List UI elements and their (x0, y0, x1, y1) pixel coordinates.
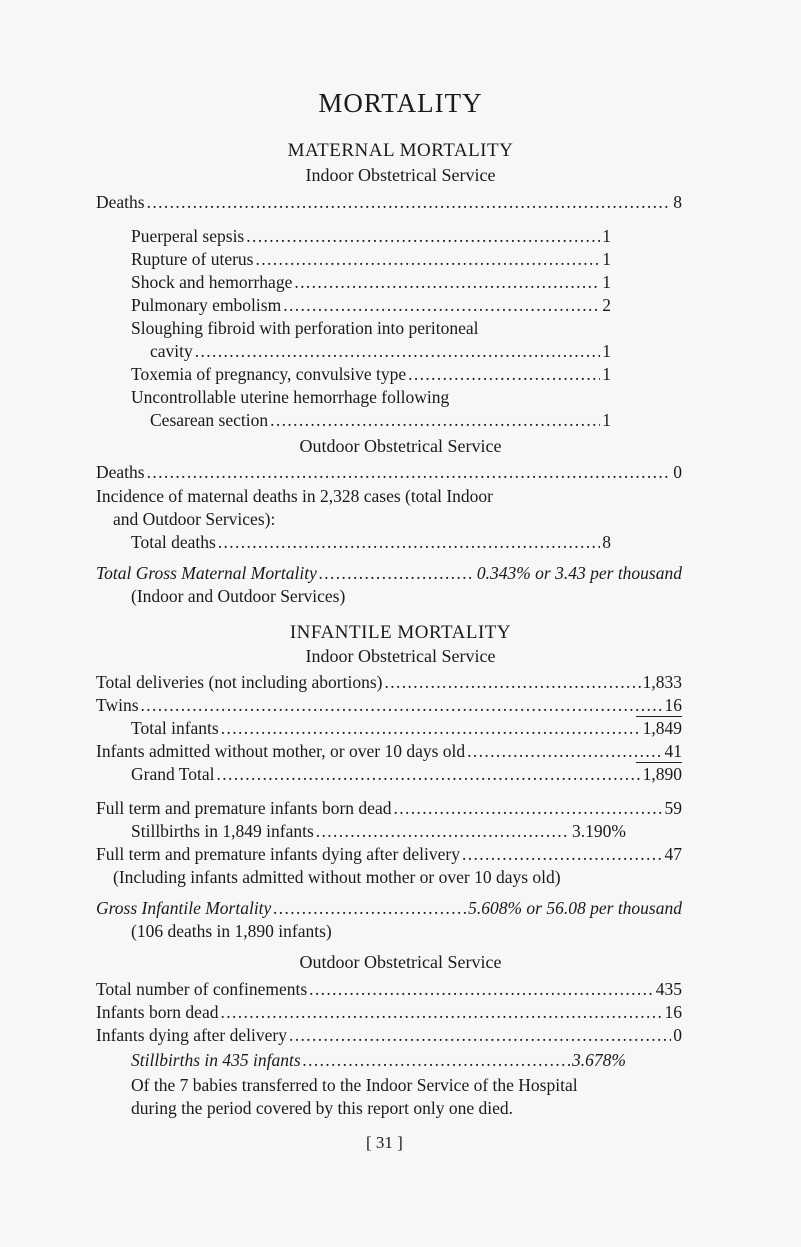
dot-leader (246, 226, 600, 247)
dot-leader (220, 1002, 662, 1023)
dot-leader (385, 672, 641, 693)
infant-row (96, 844, 682, 865)
outdoor-row-label: Infants dying after delivery (96, 1025, 287, 1045)
sum-rule (636, 762, 682, 763)
cause-row (131, 364, 611, 385)
cause-label: Toxemia of pregnancy, convulsive type (131, 364, 407, 384)
transfer-text: during the period covered by this report only one died. (131, 1098, 513, 1118)
infant-row-value: 16 (664, 695, 682, 715)
maternal-heading: MATERNAL MORTALITY (287, 140, 514, 161)
infant-row-label: Total infants (131, 718, 219, 738)
outdoor-row-value: 435 (655, 979, 682, 999)
outdoor-row-label: Infants born dead (96, 1002, 219, 1022)
dot-leader (289, 1025, 671, 1046)
dot-leader (294, 272, 600, 293)
infantile-indoor-heading: Indoor Obstetrical Service (305, 646, 496, 666)
outdoor-row (96, 979, 682, 1000)
cause-label: Pulmonary embolism (131, 295, 282, 315)
dot-leader (147, 192, 672, 213)
maternal-deaths-value: 8 (673, 192, 682, 212)
outdoor-deaths-label: Deaths (96, 462, 145, 482)
infant-row (96, 672, 682, 693)
cause-label: Rupture of uterus (131, 249, 254, 269)
infant-row-label: Twins (96, 695, 139, 715)
dot-leader (316, 821, 570, 842)
cause-label: Uncontrollable uterine hemorrhage following (131, 387, 450, 407)
cause-label: Puerperal sepsis (131, 226, 245, 246)
cause-value: 2 (602, 295, 611, 315)
infant-row-label: Full term and premature infants dying after delivery (96, 844, 460, 864)
dot-leader (408, 364, 600, 385)
infant-row-label: Total deliveries (not including abortions) (96, 672, 383, 692)
infantile-gross-row (96, 898, 682, 919)
outdoor-deaths-row (96, 462, 682, 483)
transfer-text: Of the 7 babies transferred to the Indoor Service of the Hospital (131, 1075, 578, 1095)
dot-leader (467, 741, 662, 762)
infant-row-label: Grand Total (131, 764, 215, 784)
incidence-text: Incidence of maternal deaths in 2,328 cases (total Indoor (96, 486, 494, 506)
infant-row-value: 59 (664, 798, 682, 818)
maternal-gross-note: (Indoor and Outdoor Services) (131, 586, 346, 606)
infant-row (131, 821, 626, 842)
cause-value: 1 (602, 249, 611, 269)
maternal-gross-row (96, 563, 682, 584)
cause-row (150, 341, 611, 362)
outdoor-row (96, 1025, 682, 1046)
infant-row (96, 798, 682, 819)
page-number: [ 31 ] (366, 1133, 403, 1152)
stillbirths-label: Stillbirths in 435 infants (131, 1050, 301, 1070)
outdoor-deaths-value: 0 (673, 462, 682, 482)
infant-row-value: 3.190% (572, 821, 626, 841)
dot-leader (221, 718, 641, 739)
total-deaths-label: Total deaths (131, 532, 216, 552)
dot-leader (217, 764, 641, 785)
infantile-heading: INFANTILE MORTALITY (289, 622, 512, 643)
infant-row (96, 695, 682, 716)
stillbirths-value: 3.678% (572, 1050, 626, 1070)
total-deaths-value: 8 (602, 532, 611, 552)
dot-leader (393, 798, 662, 819)
dot-leader (147, 462, 672, 483)
cause-row (131, 272, 611, 293)
maternal-gross-label: Total Gross Maternal Mortality (96, 563, 317, 583)
maternal-deaths-label: Deaths (96, 192, 145, 212)
dot-leader (141, 695, 663, 716)
infant-row-value: 1,890 (642, 764, 682, 784)
infantile-gross-label: Gross Infantile Mortality (96, 898, 272, 918)
dot-leader (195, 341, 600, 362)
dot-leader (303, 1050, 570, 1071)
cause-row (131, 249, 611, 270)
dot-leader (309, 979, 654, 1000)
dot-leader (270, 410, 600, 431)
cause-row (131, 295, 611, 316)
cause-label: cavity (150, 341, 193, 361)
dot-leader (273, 898, 466, 919)
sum-rule (636, 716, 682, 717)
including-note: (Including infants admitted without mother or over 10 days old) (113, 867, 561, 887)
infantile-gross-note: (106 deaths in 1,890 infants) (131, 921, 332, 941)
dot-leader (283, 295, 600, 316)
cause-row (131, 226, 611, 247)
maternal-outdoor-heading: Outdoor Obstetrical Service (299, 436, 502, 456)
infant-row-value: 41 (664, 741, 682, 761)
cause-value: 1 (602, 272, 611, 292)
dot-leader (462, 844, 663, 865)
cause-value: 1 (602, 410, 611, 430)
cause-label: Shock and hemorrhage (131, 272, 293, 292)
cause-row (150, 410, 611, 431)
infant-row (131, 764, 682, 785)
outdoor-row-value: 16 (664, 1002, 682, 1022)
cause-value: 1 (602, 226, 611, 246)
page-title: MORTALITY (318, 88, 483, 118)
infant-row-value: 1,833 (642, 672, 682, 692)
total-deaths-row (131, 532, 611, 553)
outdoor-row-value: 0 (673, 1025, 682, 1045)
infant-row-label: Infants admitted without mother, or over 10 days old (96, 741, 466, 761)
infant-row-value: 47 (664, 844, 682, 864)
dot-leader (319, 563, 475, 584)
infant-row (96, 741, 682, 762)
infantile-outdoor-heading: Outdoor Obstetrical Service (299, 952, 502, 972)
cause-value: 1 (602, 364, 611, 384)
infant-row-label: Full term and premature infants born dead (96, 798, 392, 818)
infant-row (131, 718, 682, 739)
maternal-gross-value: 0.343% or 3.43 per thousand (476, 563, 682, 583)
cause-label: Cesarean section (150, 410, 269, 430)
dot-leader (218, 532, 600, 553)
dot-leader (255, 249, 600, 270)
outdoor-row (96, 1002, 682, 1023)
cause-label: Sloughing fibroid with perforation into peritoneal (131, 318, 479, 338)
maternal-indoor-heading: Indoor Obstetrical Service (305, 165, 496, 185)
stillbirths-row (131, 1050, 626, 1071)
outdoor-row-label: Total number of confinements (96, 979, 308, 999)
incidence-text: and Outdoor Services): (113, 509, 276, 529)
infantile-gross-value: 5.608% or 56.08 per thousand (468, 898, 682, 918)
infant-row-label: Stillbirths in 1,849 infants (131, 821, 314, 841)
cause-value: 1 (602, 341, 611, 361)
infant-row-value: 1,849 (642, 718, 682, 738)
maternal-deaths-row (96, 192, 682, 213)
